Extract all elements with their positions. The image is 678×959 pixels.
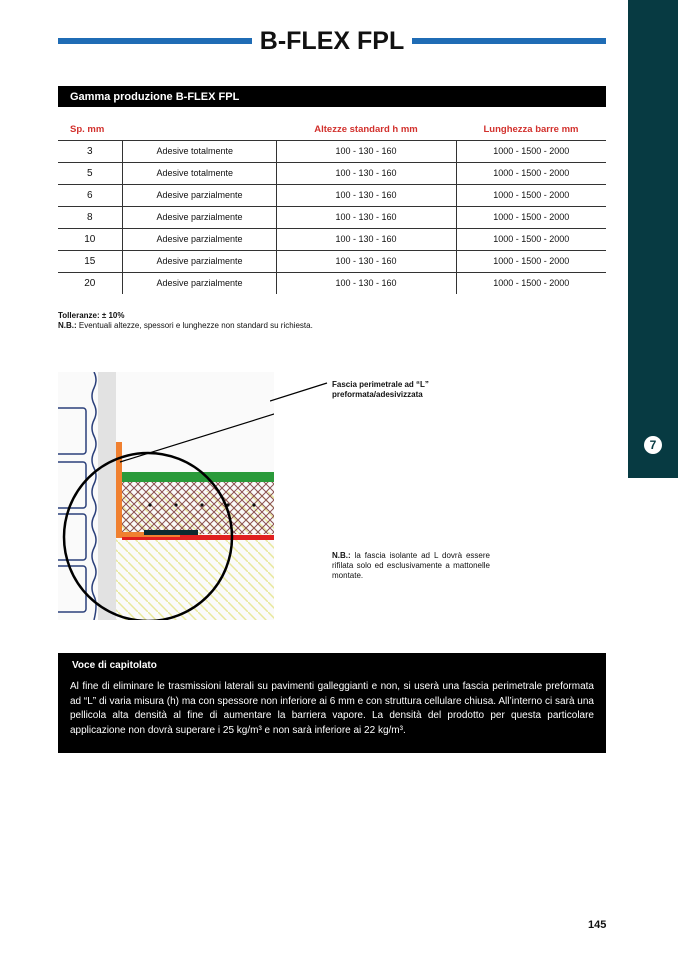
table-cell: 10 [58, 228, 122, 250]
specification-box [58, 653, 606, 753]
floor-finish [122, 472, 274, 482]
table-cell: 100 - 130 - 160 [276, 162, 456, 184]
table-cell: 1000 - 1500 - 2000 [456, 162, 606, 184]
table-cell: 100 - 130 - 160 [276, 206, 456, 228]
table-cell: 15 [58, 250, 122, 272]
page-title: B-FLEX FPL [259, 26, 405, 55]
table-row [58, 140, 606, 162]
table-cell: 1000 - 1500 - 2000 [456, 272, 606, 294]
col-header [122, 119, 276, 140]
tolerance-value: ± 10% [99, 311, 125, 320]
table-cell: 1000 - 1500 - 2000 [456, 228, 606, 250]
label-line: Fascia perimetrale ad “L” [332, 380, 429, 389]
nb-label: N.B.: [58, 321, 77, 330]
table-cell: 8 [58, 206, 122, 228]
label-line: preformata/adesivizzata [332, 390, 423, 399]
table-row [58, 206, 606, 228]
table-cell: 5 [58, 162, 122, 184]
table-cell: 100 - 130 - 160 [276, 228, 456, 250]
table-cell: 100 - 130 - 160 [276, 272, 456, 294]
table-row [58, 184, 606, 206]
table-cell: Adesive parzialmente [122, 228, 276, 250]
chapter-number: 7 [644, 436, 662, 454]
table-cell: 20 [84, 277, 96, 289]
chapter-tab [628, 0, 678, 478]
nb-text: Eventuali altezze, spessori e lunghezze non standard su richiesta. [76, 321, 313, 330]
header-rule-right [412, 38, 606, 44]
notes [58, 311, 313, 331]
table-cell: Adesive totalmente [122, 162, 276, 184]
table-cell: 1000 - 1500 - 2000 [456, 184, 606, 206]
table-cell: Adesive totalmente [122, 140, 276, 162]
section-title: Gamma produzione B-FLEX FPL [58, 86, 606, 107]
table-cell: 1000 - 1500 - 2000 [456, 140, 606, 162]
header-rule-left [58, 38, 252, 44]
table-cell: 100 - 130 - 160 [276, 140, 456, 162]
specification-text: Al fine di eliminare le trasmissioni laterali su pavimenti galleggianti e non, si userà una fascia perimetrale preformata ad “L” di varia misura (h) ma con spessore non inferiore ai 6 mm e con struttura cellulare chiusa. All’interno ci sarà una pellicola alta densità al fine di aumentare la barriera vapore. La densità del prodotto per questa particolare applicazione non dovrà superare i 25 kg/m³ e non sarà inferiore ai 22 kg/m³. [70, 681, 594, 736]
plaster-layer [98, 372, 116, 620]
table-cell: 3 [58, 140, 122, 162]
note-text: la fascia isolante ad L dovrà essere rifilata solo ed esclusivamente a mattonelle montate. [332, 551, 490, 580]
col-header: Lunghezza barre mm [456, 119, 606, 140]
table-cell: Adesive parzialmente [122, 184, 276, 206]
col-header: Sp. mm [58, 119, 122, 140]
table-cell: 100 - 130 - 160 [276, 184, 456, 206]
table-cell: Adesive parzialmente [122, 206, 276, 228]
table-cell: 1000 - 1500 - 2000 [456, 206, 606, 228]
tolerance-label: Tolleranze: [58, 311, 100, 320]
table-cell: 6 [58, 184, 122, 206]
note-label: N.B.: [332, 551, 351, 560]
page-header [58, 26, 606, 56]
diagram-label [332, 380, 429, 400]
diagram-note [332, 551, 490, 581]
table-cell: Adesive parzialmente [122, 272, 276, 294]
installation-diagram [58, 372, 274, 620]
specification-title: Voce di capitolato [72, 660, 157, 671]
table-row [58, 250, 606, 272]
table-cell: 1000 - 1500 - 2000 [456, 250, 606, 272]
table-row [58, 272, 606, 294]
product-table [58, 119, 606, 294]
table-row [58, 162, 606, 184]
table-cell: 100 - 130 - 160 [276, 250, 456, 272]
table-cell: Adesive parzialmente [122, 250, 276, 272]
col-header: Altezze standard h mm [276, 119, 456, 140]
table-row [58, 228, 606, 250]
page-number: 145 [588, 919, 607, 931]
